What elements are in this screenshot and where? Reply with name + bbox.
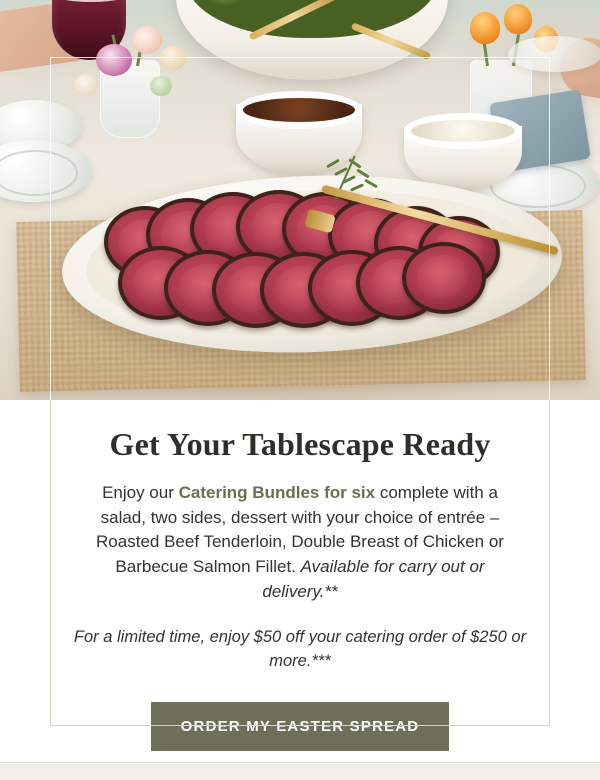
place-setting-plate (508, 36, 600, 72)
copy-block (0, 400, 600, 780)
rosemary-needle (326, 159, 340, 169)
offer-text: For a limited time, enjoy $50 off your catering order of $250 or more.*** (73, 628, 527, 671)
body-copy-part2: complete with a salad, two sides, dessert with your choice of entrée – Roasted Beef Tenderloin, Double Breast of Chicken or Barbecue Salmon Fillet. (96, 483, 504, 577)
orange-tulip (470, 12, 500, 44)
rosemary-needle (364, 179, 378, 189)
ranunculus-flower (74, 74, 98, 96)
beef-slice (402, 242, 486, 314)
orange-tulip (504, 4, 532, 34)
rosemary-needle (350, 183, 364, 191)
gravy-surface (243, 98, 355, 122)
ranunculus-flower (132, 26, 162, 54)
body-copy-disclaimer: Available for carry out or delivery.** (262, 557, 485, 601)
rosemary-sprig (286, 150, 406, 208)
cta-container (0, 674, 600, 751)
ranunculus-flower (96, 44, 132, 76)
leaf (150, 76, 172, 96)
ranunculus-flower (160, 46, 186, 70)
page-title: Get Your Tablescape Ready (109, 426, 491, 462)
body-copy-part1: Enjoy our (102, 483, 179, 503)
cream-sauce-surface (411, 120, 515, 142)
body-copy (0, 462, 600, 604)
footer-strip (0, 762, 600, 780)
body-copy-highlight: Catering Bundles for six (178, 483, 376, 503)
order-my-easter-spread-button[interactable]: ORDER MY EASTER SPREAD (151, 702, 450, 751)
rosemary-needle (356, 169, 369, 179)
